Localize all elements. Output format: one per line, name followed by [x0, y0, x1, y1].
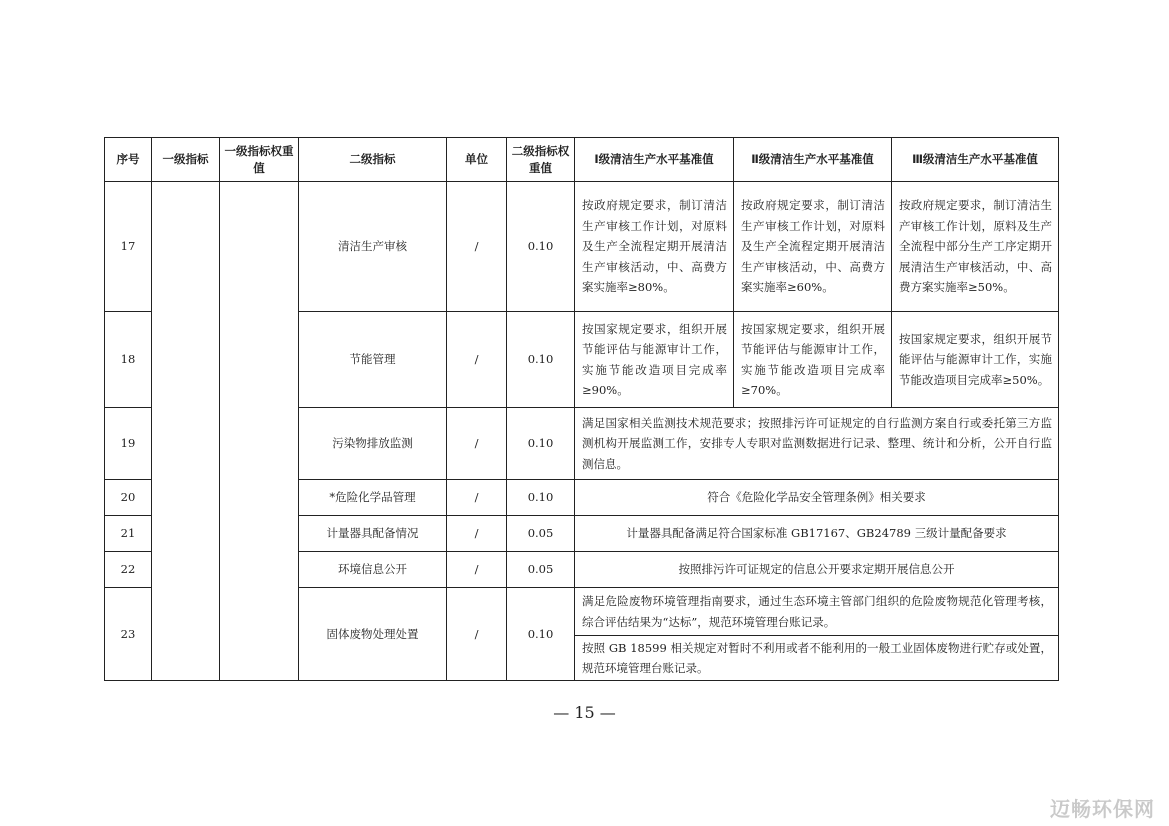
grade2-text: 按政府规定要求，制订清洁生产审核工作计划，对原料及生产全流程定期开展清洁生产审核活动，中、高费方案实施率≥60%。	[741, 198, 885, 295]
row-weight: 0.10	[507, 182, 575, 312]
row-merged-requirement	[575, 552, 1059, 588]
row-weight: 0.10	[507, 588, 575, 681]
row-unit: /	[447, 312, 507, 408]
merged-requirement-text: 符合《危险化学品安全管理条例》相关要求	[707, 490, 926, 505]
row-grade1	[575, 182, 734, 312]
table-row	[105, 182, 1059, 312]
indicator-table	[104, 137, 1059, 681]
row-indicator: 固体废物处理处置	[299, 588, 447, 681]
row-grade1	[575, 312, 734, 408]
grade1-text: 按国家规定要求，组织开展节能评估与能源审计工作，实施节能改造项目完成率≥90%。	[582, 321, 727, 397]
row-weight: 0.05	[507, 516, 575, 552]
row-grade2	[734, 182, 892, 312]
grade3-text: 按国家规定要求，组织开展节能评估与能源审计工作，实施节能改造项目完成率≥50%。	[899, 331, 1052, 387]
row-seq: 20	[105, 480, 152, 516]
header-level1-weight: 一级指标权重值	[220, 138, 299, 182]
merged-requirement-text: 按照 GB 18599 相关规定对暂时不利用或者不能利用的一般工业固体废物进行贮存或处置，规范环境管理台账记录。	[582, 640, 1052, 675]
watermark-logo: 迈畅环保网	[1050, 797, 1155, 821]
row-grade2	[734, 312, 892, 408]
header-seq: 序号	[105, 138, 152, 182]
header-level1: 一级指标	[152, 138, 220, 182]
row-merged-requirement	[575, 516, 1059, 552]
row-seq: 22	[105, 552, 152, 588]
row-grade3	[892, 182, 1059, 312]
row-seq: 17	[105, 182, 152, 312]
header-grade3: Ⅲ级清洁生产水平基准值	[892, 138, 1059, 182]
header-grade2: Ⅱ级清洁生产水平基准值	[734, 138, 892, 182]
row-merged-requirement-b	[575, 636, 1059, 681]
level1-merged-cell	[152, 182, 220, 681]
header-unit: 单位	[447, 138, 507, 182]
row-indicator: 计量器具配备情况	[299, 516, 447, 552]
merged-requirement-text: 满足国家相关监测技术规范要求；按照排污许可证规定的自行监测方案自行或委托第三方监测机构开展监测工作，安排专人专职对监测数据进行记录、整理、统计和分析，公开自行监测信息。	[582, 415, 1052, 471]
row-weight: 0.05	[507, 552, 575, 588]
row-merged-requirement-a	[575, 588, 1059, 636]
row-weight: 0.10	[507, 480, 575, 516]
row-indicator: 污染物排放监测	[299, 408, 447, 480]
header-grade1: Ⅰ级清洁生产水平基准值	[575, 138, 734, 182]
row-indicator: 节能管理	[299, 312, 447, 408]
row-unit: /	[447, 552, 507, 588]
row-weight: 0.10	[507, 408, 575, 480]
grade1-text: 按政府规定要求，制订清洁生产审核工作计划，对原料及生产全流程定期开展清洁生产审核活动，中、高费方案实施率≥80%。	[582, 198, 727, 295]
row-merged-requirement	[575, 408, 1059, 480]
row-indicator: 清洁生产审核	[299, 182, 447, 312]
merged-requirement-text: 满足危险废物环境管理指南要求，通过生态环境主管部门组织的危险废物规范化管理考核，综合评估结果为“达标”，规范环境管理台账记录。	[582, 594, 1052, 629]
header-level2-weight: 二级指标权重值	[507, 138, 575, 182]
grade3-text: 按政府规定要求，制订清洁生产审核工作计划，原料及生产全流程中部分生产工序定期开展清洁生产审核活动，中、高费方案实施率≥50%。	[899, 198, 1052, 295]
row-unit: /	[447, 516, 507, 552]
row-unit: /	[447, 480, 507, 516]
row-seq: 19	[105, 408, 152, 480]
header-level2: 二级指标	[299, 138, 447, 182]
row-indicator: 环境信息公开	[299, 552, 447, 588]
row-seq: 21	[105, 516, 152, 552]
row-indicator: *危险化学品管理	[299, 480, 447, 516]
level1-weight-merged-cell	[220, 182, 299, 681]
page-number: — 15 —	[553, 703, 616, 722]
header-row	[105, 138, 1059, 182]
row-merged-requirement	[575, 480, 1059, 516]
row-unit: /	[447, 588, 507, 681]
row-grade3	[892, 312, 1059, 408]
row-unit: /	[447, 182, 507, 312]
merged-requirement-text: 计量器具配备满足符合国家标准 GB17167、GB24789 三级计量配备要求	[626, 526, 1007, 541]
row-seq: 23	[105, 588, 152, 681]
row-unit: /	[447, 408, 507, 480]
row-weight: 0.10	[507, 312, 575, 408]
row-seq: 18	[105, 312, 152, 408]
merged-requirement-text: 按照排污许可证规定的信息公开要求定期开展信息公开	[678, 562, 955, 577]
grade2-text: 按国家规定要求，组织开展节能评估与能源审计工作，实施节能改造项目完成率≥70%。	[741, 321, 885, 397]
